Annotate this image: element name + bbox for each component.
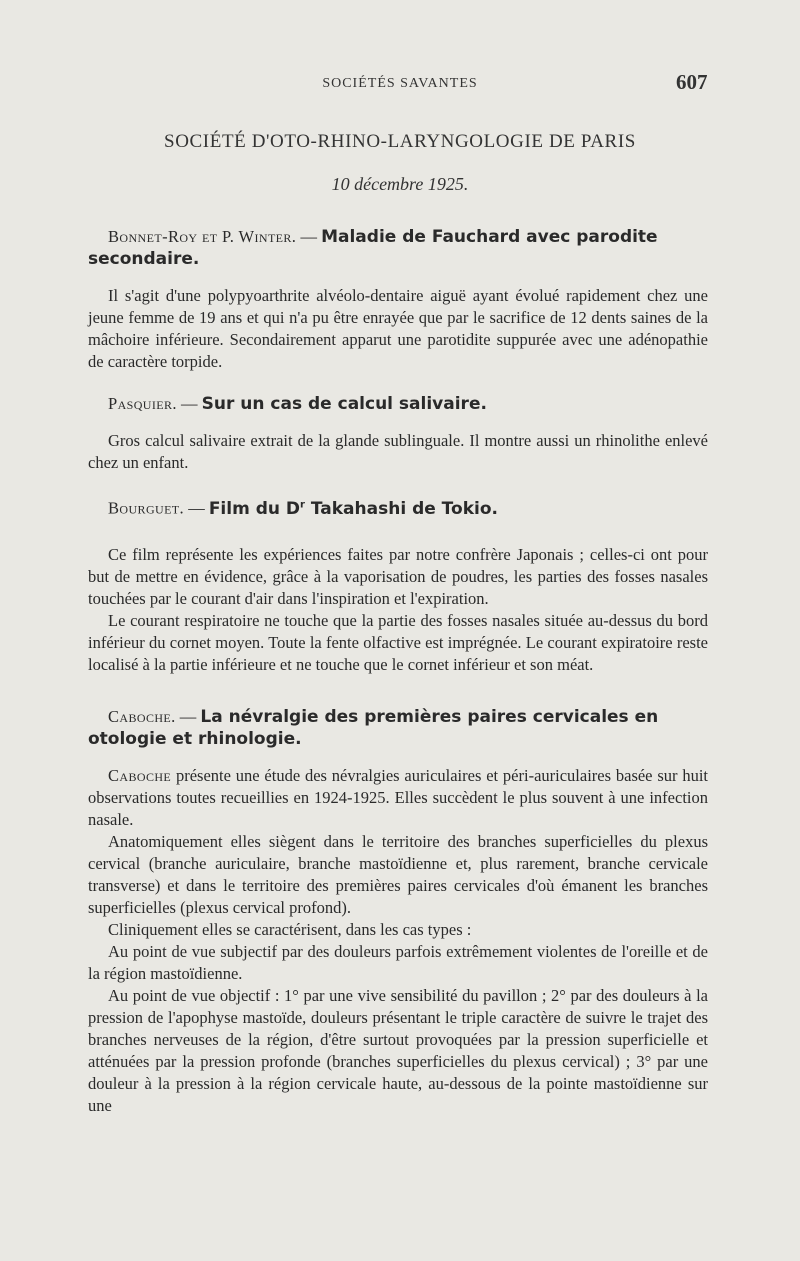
- communication-authors: Bonnet-Roy et P. Winter.: [108, 227, 297, 246]
- communication-authors: Caboche.: [108, 706, 176, 726]
- communication-title: Film du $D^r$ Takahashi de Tokio.: [208, 498, 498, 519]
- session-date: 10 décembre 1925.: [331, 174, 469, 194]
- communication-heading: Pasquier. — Sur un cas de calcul salivaire.: [108, 394, 487, 414]
- running-title: SOCIÉTÉS SAVANTES: [322, 76, 478, 91]
- communication-title: Maladie de Fauchard avec parodite secondaire.: [88, 227, 658, 269]
- communication-paragraph: Caboche présente une étude des névralgies auriculaires et péri-auriculaires basée sur huit observations toutes recueillies en 1924-1925. Elles succèdent le plus souvent à une infection nasale.: [88, 765, 708, 829]
- communication-paragraph: Il s'agit d'une polypyoarthrite alvéolo-dentaire aiguë ayant évolué rapidement chez une jeune femme de 19 ans et qui n'a pu être enrayée que par le sacrifice de 12 dents saines de la mâchoire inférieure. Secondairement apparut une parotidite suppurée avec une adénopathie de caractère torpide.: [88, 286, 708, 371]
- society-title: SOCIÉTÉ D'OTO-RHINO-LARYNGOLOGIE DE PARIS: [164, 131, 636, 152]
- communication-authors: Bourguet.: [108, 498, 185, 518]
- author-name: Caboche: [108, 765, 172, 785]
- communication-heading: Bonnet-Roy et P. Winter. — Maladie de Fauchard avec parodite secondaire.: [88, 227, 658, 269]
- communication-paragraph: Au point de vue objectif : 1° par une vive sensibilité du pavillon ; 2° par des douleurs à la pression de l'apophyse mastoïde, douleurs présentant le triple caractère de suivre le trajet des branches nerveuses de la région, d'être surtout provoquées par la pression superficielle et atténuées par la pression profonde (branches superficielles du plexus cervical) ; 3° par une douleur à la pression à la région cervicale haute, au-dessous de la pointe mastoïdienne sur une: [88, 985, 708, 1115]
- page-number: 607: [676, 70, 708, 94]
- communication-paragraph: Gros calcul salivaire extrait de la glande sublinguale. Il montre aussi un rhinolithe enlevé chez un enfant.: [88, 431, 708, 472]
- communication-paragraph: Cliniquement elles se caractérisent, dans les cas types :: [108, 919, 472, 939]
- article-body: [88, 226, 708, 1117]
- communication-title: Sur un cas de calcul salivaire.: [201, 394, 487, 414]
- communication-heading: Caboche. — La névralgie des premières paires cervicales en otologie et rhinologie.: [88, 706, 659, 749]
- communication-paragraph: Anatomiquement elles siègent dans le territoire des branches superficielles du plexus cervical (branche auriculaire, branche mastoïdienne et, plus rarement, branche cervicale transverse) et dans le territoire des premières paires cervicales d'où émanent les branches superficielles (plexus cervical profond).: [88, 831, 708, 917]
- communication-paragraph: Le courant respiratoire ne touche que la partie des fosses nasales située au-dessus du bord inférieur du cornet moyen. Toute la fente olfactive est imprégnée. Le courant expiratoire reste localisé à la partie inférieure et ne touche que le cornet inférieur et son méat.: [88, 610, 708, 674]
- communication-authors: Pasquier.: [108, 394, 177, 413]
- communication-heading: Bourguet. — Film du $D^r$ Takahashi de Tokio.: [108, 498, 498, 519]
- communication-paragraph: Au point de vue subjectif par des douleurs parfois extrêmement violentes de l'oreille et de la région mastoïdienne.: [88, 941, 708, 983]
- communication-paragraph: Ce film représente les expériences faites par notre confrère Japonais ; celles-ci ont pour but de mettre en évidence, grâce à la vaporisation de poudres, les parties des fosses nasales touchées par le courant d'air dans l'inspiration et l'expiration.: [88, 544, 708, 608]
- communication-title: La névralgie des premières paires cervicales en otologie et rhinologie.: [88, 706, 659, 749]
